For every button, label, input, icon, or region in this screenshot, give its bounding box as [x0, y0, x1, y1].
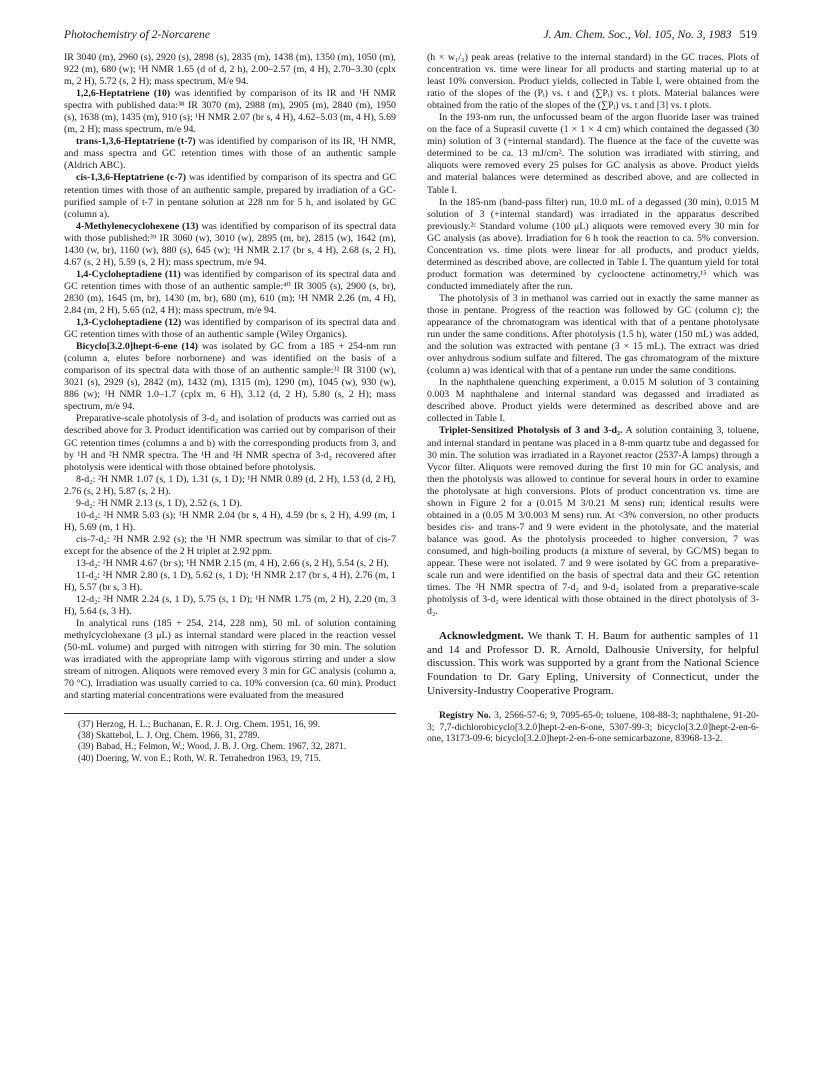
nmr-entry: 11-d₂: ²H NMR 2.80 (s, 1 D), 5.62 (s, 1 D); ¹H NMR 2.17 (br s, 4 H), 2.76 (m, 1 H), 5.57 (br s, 3 H). [64, 570, 396, 594]
compound-name: cis-1,3,6-Heptatriene (c-7) [76, 172, 186, 184]
compound-name: trans-1,3,6-Heptatriene (t-7) [76, 136, 196, 148]
paragraph-185nm-run: In the 185-nm (band-pass filter) run, 10.0 mL of a degassed (30 min), 0.015 M solution of 3 (+internal standard) was irradiated in the apparatus described previously.²ᶜ Standard volume (100 μL) aliquots were removed every 30 min for GC analysis (as above). Irradiation for 6 h took the reaction to ca. 5% conversion. Concentration vs. time plots were linear for all products, and product yields, determined as described above, are collected in Table I. The quantum yield for total product formation was determined by cyclooctene actinometry,¹⁵ which was conducted immediately after the run. [427, 196, 759, 292]
reference-item: (38) Skattebol, L. J. Org. Chem. 1966, 31, 2789. [78, 730, 260, 741]
paragraph-193nm-run: In the 193-nm run, the unfocussed beam of the argon fluoride laser was trained on the face of a Suprasil cuvette (1 × 1 × 4 cm) which contained the degassed (30 min) solution of 3 (+internal standard). The fluence at the face of the cuvette was determined to be ca. 13 mJ/cm². The solution was irradiated with stirring, and aliquots were removed every 25 pulses for GC analysis as above. Product yields and material balances were determined as described above, and are collected in Table I. [427, 112, 759, 196]
paragraph-triplet-sensitized [427, 425, 759, 618]
left-column [64, 52, 396, 765]
nmr-entry: 8-d₂: ²H NMR 1.07 (s, 1 D), 1.31 (s, 1 D); ¹H NMR 0.89 (d, 2 H), 1.53 (d, 2 H), 2.76 (s, 2 H), 5.87 (s, 2 H). [64, 473, 396, 497]
compound-name: 1,2,6-Heptatriene (10) [76, 88, 171, 100]
paragraph-methylenecyclohexene [64, 221, 396, 269]
header-article-title: Photochemistry of 2-Norcarene [64, 28, 210, 41]
paragraph-13-cycloheptadiene [64, 317, 396, 341]
paragraph-trans-heptatriene [64, 136, 396, 172]
nmr-entry: 12-d₂: ²H NMR 2.24 (s, 1 D), 5.75 (s, 1 D); ¹H NMR 1.75 (m, 2 H), 2.20 (m, 3 H), 5.64 (s, 3 H). [64, 594, 396, 618]
paragraph-heptatriene-10 [64, 88, 396, 136]
registry-text: 3, 2566-57-6; 9, 7095-65-0; toluene, 108-88-3; naphthalene, 91-20-3; 7,7-dichlorobicyclo[3.2.0]hept-2-en-6-one, 5307-99-3; bicyclo[3.2.0]hept-2-en-6-one, 13173-09-6; bicyclo[3.2.0]hept-2-en-6-one semicarbazone, 83968-13-2. [427, 710, 760, 745]
paragraph-ir-data: IR 3040 (m), 2960 (s), 2920 (s), 2898 (s), 2835 (m), 1438 (m), 1350 (m), 1050 (m), 922 (m), 680 (w); ¹H NMR 1.65 (d of d, 2 h), 2.00–2.57 (m, 4 H), 2.70–3.30 (cplx m, 2 H), 5.72 (s, 2 H); mass spectrum, M/e 94. [64, 52, 396, 88]
header-journal-citation [543, 28, 757, 41]
paragraph-text: was identified by comparison of its spectral data and GC retention times with those of an authentic sample:⁴⁰ IR 3005 (s), 2900 (s, br), 2830 (m), 1645 (m, br), 1430 (m, br), 680 (m), 610 (m); ¹H NMR 2.26 (m, 4 H), 2.84 (m, 2 H), 5.65 (n2, 4 H); mass spectrum, m/e 94. [64, 268, 396, 316]
paragraph-text: was identified by comparison of its spectral data and GC retention times with those of an authentic sample (Wiley Organics). [64, 317, 396, 341]
paragraph-preparative-photolysis: Preparative-scale photolysis of 3-d₂ and isolation of products was carried out as described above for 3. Product identification was carried out by comparison of their GC retention times (columns a and b) with the corresponding products from 3, and by ¹H and ²H NMR spectra. The ¹H and ²H NMR spectra of 3-d₂ recovered after photolysis were identical with those obtained before photolysis. [64, 413, 396, 473]
paragraph-text: was isolated by GC from a 185 + 254-nm run (column a, elutes before norbornene) and was identified on the basis of a comparison of its spectral data with those of an authentic sample:³² IR 3100 (w), 3021 (s), 2929 (s), 2842 (m), 1432 (m), 1315 (m), 1290 (m), 1045 (w), 930 (w), 886 (w); ¹H NMR 1.0–1.7 (cplx m, 6 H), 3.12 (d, 2 H), 5.80 (s, 2 H); mass spectrum, m/e 94. [64, 341, 397, 413]
reference-item: (40) Doering, W. von E.; Roth, W. R. Tetrahedron 1963, 19, 715. [78, 753, 321, 764]
paragraph-text: A solution containing 3, toluene, and internal standard in pentane was placed in a 8-mm quartz tube and degassed for 30 min. The solution was irradiated in a Rayonet reactor (2537-Å lamps) through a Vycor filter. Aliquots were removed during the first 10 min for GC analysis, and then the photolysis was allowed to continue for several hours in order to examine the photolysate at high conversions. Plots of product concentration vs. time are shown in Figure 2 for a (0.015 M 3/0.21 M sens) run; identical results were obtained in a (0.05 M 3/0.003 M sens) run. At <3% conversion, no other products besides cis- and trans-7 and 9 were evident in the photolysate, and the material balance was good. As the photolysis proceeded to higher conversion, 7 was consumed, and high-boiling products (a mixture of several, by GC/MS) began to appear. These were not isolated. 7 and 9 were isolated by GC from a preparative-scale run and were identified on the basis of spectral data and their GC retention times. The ²H NMR spectra of 7-d₂ and 9-d₂ isolated from a preparative-scale photolysis of 3-d₂ were identical with those obtained in the direct photolysis of 3-d₂. [427, 425, 759, 618]
paragraph-naphthalene-quenching: In the naphthalene quenching experiment, a 0.015 M solution of 3 containing 0.003 M naphthalene and internal standard was degassed and irradiated as described above. Product yields were determined as described above and are collected in Table I. [427, 377, 759, 425]
compound-name: 4-Methylenecyclohexene (13) [76, 220, 199, 232]
acknowledgment [427, 630, 759, 698]
registry-numbers [427, 710, 759, 745]
references-list [64, 720, 396, 766]
paragraph-peak-areas: (h × w₁/₂) peak areas (relative to the internal standard) in the GC traces. Plots of concentration vs. time were linear for all products and starting material up to at least 10% conversion. Product yields, collected in Table I, were obtained from the ratio of the slopes of the (Pᵢ) vs. t and (∑Pᵢ) vs. t plots. Material balances were obtained from the ratio of the slopes of the (∑Pᵢ) vs. t and [3] vs. t plots. [427, 52, 759, 112]
paragraph-cis-heptatriene [64, 172, 396, 220]
acknowledgment-text: We thank T. H. Baum for authentic samples of 11 and 14 and Professor D. R. Arnold, Dalhousie University, for helpful discussion. This work was supported by a grant from the National Science Foundation to Dr. Gary Epling, University of Connecticut, under the University-Industry Cooperative Program. [427, 630, 759, 697]
acknowledgment-heading: Acknowledgment. [439, 630, 524, 643]
header-journal-name: J. Am. Chem. Soc., Vol. 105, No. 3, 1983 [543, 28, 732, 41]
running-header [64, 28, 757, 46]
paragraph-text: was identified by comparison of its spectral data with those published:³⁹ IR 3060 (w), 3010 (w), 2895 (m, br), 2815 (w), 1642 (m), 1430 (w, br), 1160 (w), 880 (s), 645 (w); ¹H NMR 2.17 (br s, 4 H), 2.68 (s, 2 H), 4.67 (s, 2 H), 5.59 (s, 2 H); mass spectrum, m/e 94. [64, 220, 396, 268]
reference-item: (37) Herzog, H. L.; Buchanan, E. R. J. Org. Chem. 1951, 16, 99. [78, 719, 320, 730]
compound-name: Bicyclo[3.2.0]hept-6-ene (14) [76, 341, 198, 353]
paragraph-text: was identified by comparison of its spectra and GC retention times with those of an authentic sample, prepared by irradiation of a GC-purified sample of t-7 in pentane solution at 228 nm for 5 h, and isolated by GC (column a). [64, 172, 397, 220]
right-column [427, 52, 759, 745]
footnote-divider [64, 713, 396, 714]
paragraph-text: was identified by comparison of its IR and ¹H NMR spectra with published data:³⁸ IR 3070 (m), 2988 (m), 2905 (m), 2840 (m), 1950 (s), 1638 (m), 1435 (m), 910 (s); ¹H NMR 2.07 (br s, 4 H), 4.62–5.03 (m, 4 H), 5.69 (m, 2 H); mass spectrum, m/e 94. [64, 88, 396, 136]
nmr-entry: 10-d₂: ²H NMR 5.03 (s); ¹H NMR 2.04 (br s, 4 H), 4.59 (br s, 2 H), 4.99 (m, 1 H), 5.69 (m, 1 H). [64, 509, 396, 533]
paragraph-analytical-runs: In analytical runs (185 + 254, 214, 228 nm), 50 mL of solution containing methylcyclohexane (3 μL) as internal standard were placed in the reaction vessel (50-mL volume) and purged with nitrogen with stirring for 30 min. The solution was irradiated with the appropriate lamp with vigorous stirring and under a slow stream of nitrogen. Aliquots were removed every 3 min for GC analysis (column a, 70 °C). Irradiation was usually carried to ca. 10% conversion (ca. 60 min). Product and starting material concentrations were evaluated from the measured [64, 618, 396, 702]
nmr-entry: cis-7-d₂: ²H NMR 2.92 (s); the ¹H NMR spectrum was similar to that of cis-7 except for the absence of the 2 H triplet at 2.92 ppm. [64, 533, 396, 557]
paragraph-bicycloheptene [64, 341, 396, 413]
section-heading: Triplet-Sensitized Photolysis of 3 and 3-d₂. [439, 425, 623, 437]
header-page-number: 519 [739, 28, 757, 41]
nmr-entry: 13-d₂: ²H NMR 4.67 (br s); ¹H NMR 2.15 (m, 4 H), 2.66 (s, 2 H), 5.54 (s, 2 H). [76, 557, 390, 569]
compound-name: 1,4-Cycloheptadiene (11) [76, 268, 181, 280]
nmr-entry: 9-d₂: ²H NMR 2.13 (s, 1 D), 2.52 (s, 1 D). [76, 497, 243, 509]
registry-heading: Registry No. [439, 710, 491, 722]
paragraph-14-cycloheptadiene [64, 269, 396, 317]
paragraph-text: was identified by comparison of its IR, ¹H NMR, and mass spectra and GC retention times with those of an authentic sample (Aldrich ABC). [64, 136, 396, 172]
compound-name: 1,3-Cycloheptadiene (12) [76, 317, 182, 329]
reference-item: (39) Babad, H.; Felmon, W.; Wood, J. B. J. Org. Chem. 1967, 32, 2871. [78, 742, 347, 753]
paragraph-methanol-photolysis: The photolysis of 3 in methanol was carried out in exactly the same manner as those in pentane. Progress of the reaction was followed by GC (column c); the appearance of the chromatogram was identical with that of a pentane photolysate run under the same conditions. After photolysis (1.5 h), water (150 mL) was added, and the solution was extracted with pentane (3 × 15 mL). The extract was dried over anhydrous sodium sulfate and filtered. The gas chromatogram of the mixture (column a) was identical with that of a pentane run under the same conditions. [427, 292, 759, 377]
